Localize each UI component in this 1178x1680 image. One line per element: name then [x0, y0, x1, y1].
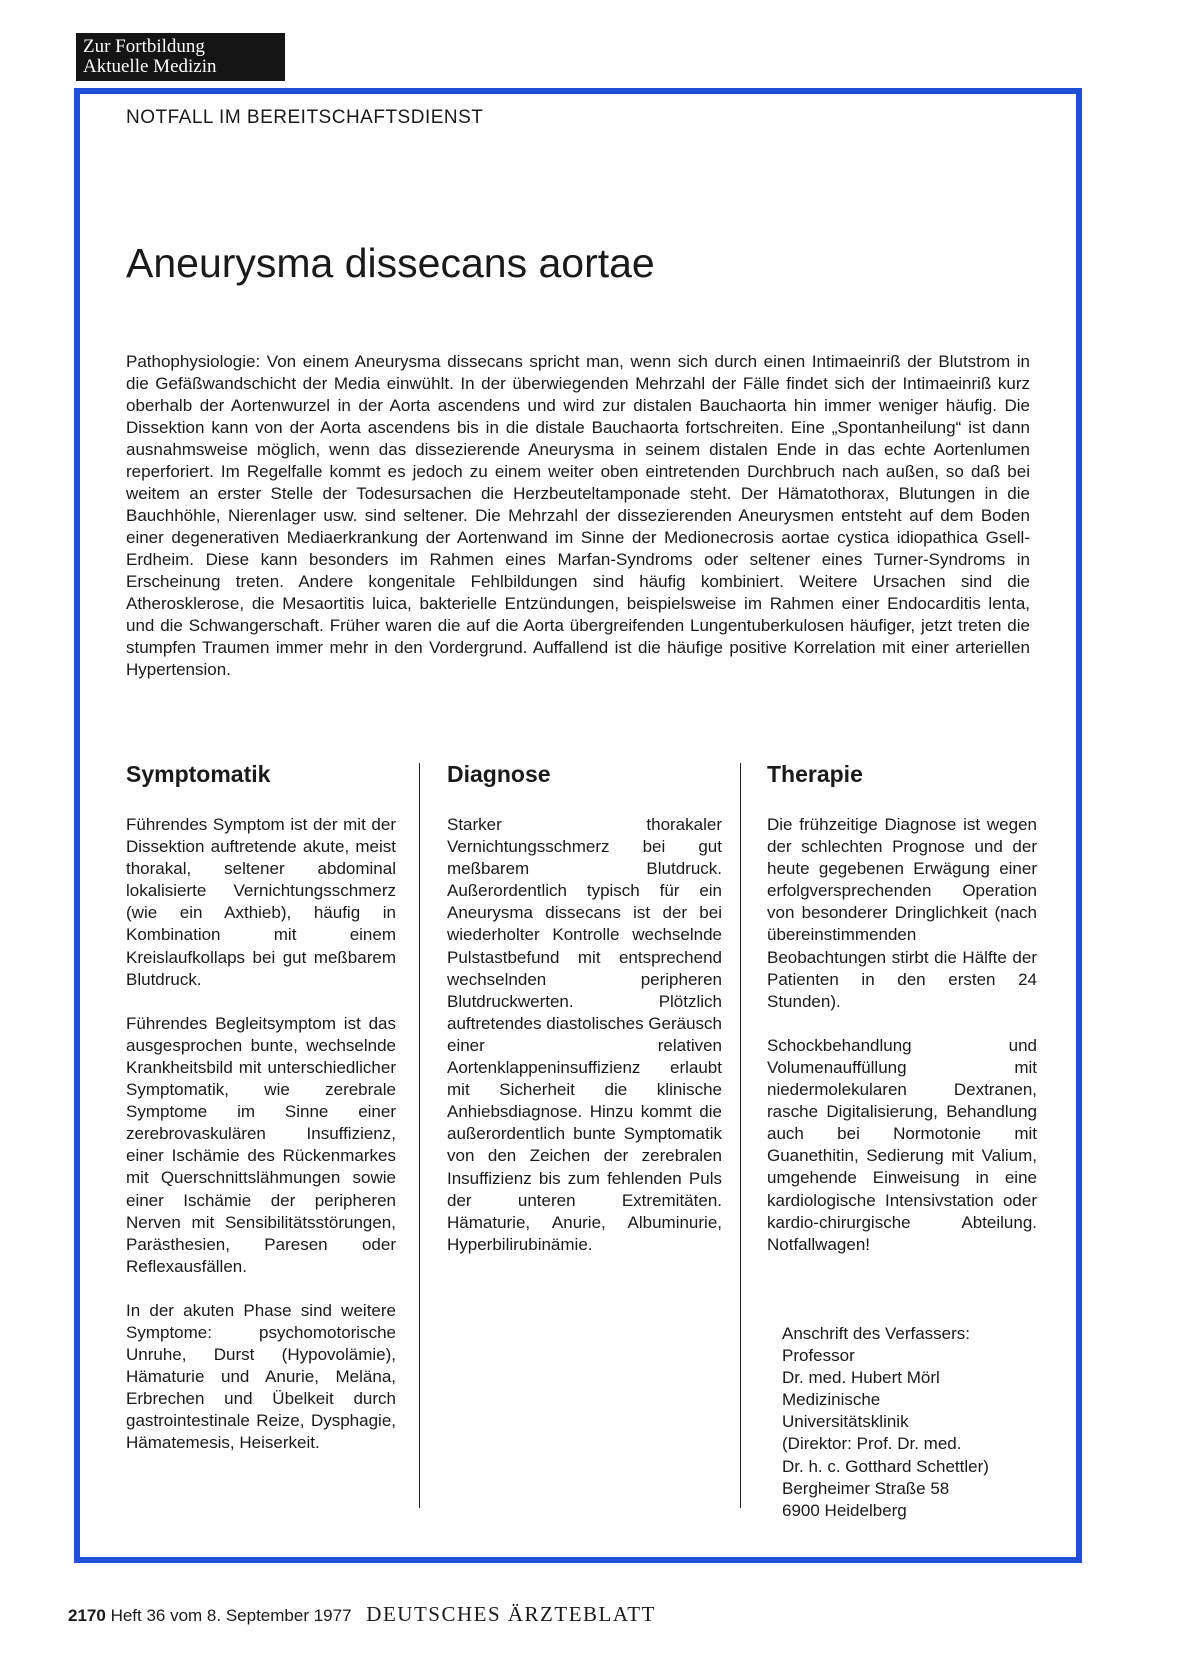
address-line: Anschrift des Verfassers:	[782, 1324, 971, 1343]
page-number: 2170	[68, 1606, 106, 1625]
paragraph: Führendes Begleitsymptom ist das ausgesprochen bunte, wechselnde Krankheitsbild mit unterschiedlicher Symptomatik, wie zerebrale Symptome im Sinne einer zerebrovaskulären Insuffizienz, einer Ischämie des Rückenmarkes mit Querschnittslähmungen sowie einer Ischämie der peripheren Nerven mit Sensibilitätsstörungen, Parästhesien, Paresen oder Reflexausfällen.	[126, 1013, 396, 1276]
intro-paragraph: Pathophysiologie: Von einem Aneurysma dissecans spricht man, wenn sich durch einen Intimaeinriß der Blutstrom in die Gefäßwandschicht der Media einwühlt. In der überwiegenden Mehrzahl der Fälle findet sich der Intimaeinriß kurz oberhalb der Aortenwurzel in der Aorta ascendens und wird zur distalen Bauchaorta hin immer weniger häufig. Die Dissektion kann von der Aorta ascendens bis in die distale Bauchaorta fortschreiten. Eine „Spontanheilung“ ist dann ausnahmsweise möglich, wenn das dissezierende Aneurysma in seinem distalen Ende in das echte Aortenlumen reperforiert. Im Regelfalle kommt es jedoch zu einem weiter oben eintretenden Durchbruch nach außen, so daß bei weitem an erster Stelle der Todesursachen die Herzbeuteltamponade steht. Der Hämatothorax, Blutungen in die Bauchhöhle, Nierenlager usw. sind seltener. Die Mehrzahl der dissezierenden Aneurysmen entsteht auf dem Boden einer degenerativen Mediaerkrankung der Aortenwand im Sinne der Medionecrosis aortae cystica idiopathica Gsell-Erdheim. Diese kann besonders im Rahmen eines Marfan-Syndroms oder seltener eines Turner-Syndroms in Erscheinung treten. Andere kongenitale Fehlbildungen sind häufig kombiniert. Weitere Ursachen sind die Atherosklerose, die Mesaortitis luica, bakterielle Entzündungen, beispielsweise im Rahmen einer Endocarditis lenta, und die Schwangerschaft. Früher waren die auf die Aorta übergreifenden Lungentuberkulosen häufiger, jetzt treten die stumpfen Traumen immer mehr in den Vordergrund. Auffallend ist die häufige positive Korrelation mit einer arteriellen Hypertension.	[126, 352, 1030, 679]
address-line: Professor	[782, 1346, 855, 1366]
author-address	[782, 1323, 989, 1522]
label-line-1: Zur Fortbildung	[83, 36, 205, 57]
paragraph: Schockbehandlung und Volumenauffüllung mit niedermolekularen Dextranen, rasche Digitalisierung, Behandlung auch bei Normotonie mit Guanethitin, Sedierung mit Valium, umgehende Einweisung in eine kardiologische Intensivstation oder kardio-chirurgische Abteilung. Notfallwagen!	[767, 1035, 1037, 1254]
article-title: Aneurysma dissecans aortae	[126, 240, 655, 286]
column-diagnose	[447, 760, 722, 1278]
column-divider	[419, 763, 420, 1508]
column-divider	[740, 763, 741, 1508]
column-therapie	[767, 760, 1037, 1278]
paragraph: Starker thorakaler Vernichtungsschmerz bei gut meßbarem Blutdruck. Außerordentlich typisch für ein Aneurysma dissecans ist der bei wiederholter Kontrolle wechselnde Pulstastbefund mit entsprechend wechselnden peripheren Blutdruckwerten. Plötzlich auftretendes diastolisches Geräusch einer relativen Aortenklappeninsuffizienz erlaubt mit Sicherheit die klinische Anhiebsdiagnose. Hinzu kommt die außerordentlich bunte Symptomatik von den Zeichen der zerebralen Insuffizienz bis zum fehlenden Puls der unteren Extremitäten. Hämaturie, Anurie, Albuminurie, Hyperbilirubinämie.	[447, 815, 722, 1254]
page-footer	[68, 1602, 656, 1627]
column-heading: Therapie	[767, 761, 863, 787]
column-heading: Symptomatik	[126, 761, 271, 787]
section-label-box	[76, 33, 285, 81]
address-line: Bergheimer Straße 58	[782, 1478, 950, 1498]
column-heading: Diagnose	[447, 761, 551, 787]
paragraph: Die frühzeitige Diagnose ist wegen der schlechten Prognose und der heute gegebenen Erwägung einer erfolgversprechenden Operation von besonderer Dringlichkeit (nach übereinstimmenden Beobachtungen stirbt die Hälfte der Patienten in den ersten 24 Stunden).	[767, 815, 1037, 1011]
issue-info: Heft 36 vom 8. September 1977	[110, 1606, 352, 1625]
address-line: Dr. med. Hubert Mörl	[782, 1368, 940, 1388]
address-line: 6900 Heidelberg	[782, 1500, 907, 1520]
column-symptomatik	[126, 760, 396, 1477]
address-line: Universitätsklinik	[782, 1412, 909, 1432]
paragraph: Führendes Symptom ist der mit der Dissektion auftretende akute, meist thorakal, seltener abdominal lokalisierte Vernichtungsschmerz (wie ein Axthieb), häufig in Kombination mit einem Kreislaufkollaps bei gut meßbarem Blutdruck.	[126, 815, 396, 989]
paragraph: In der akuten Phase sind weitere Symptome: psychomotorische Unruhe, Durst (Hypovolämie), Hämaturie und Anurie, Meläna, Erbrechen und Übelkeit durch gastrointestinale Reize, Dysphagie, Hämatemesis, Heiserkeit.	[126, 1300, 396, 1453]
label-line-2: Aktuelle Medizin	[83, 56, 217, 77]
address-line: (Direktor: Prof. Dr. med.	[782, 1434, 962, 1454]
section-heading: NOTFALL IM BEREITSCHAFTSDIENST	[126, 107, 484, 128]
address-line: Medizinische	[782, 1390, 881, 1410]
address-line: Dr. h. c. Gotthard Schettler)	[782, 1456, 989, 1476]
journal-name: DEUTSCHES ÄRZTEBLATT	[366, 1602, 656, 1626]
